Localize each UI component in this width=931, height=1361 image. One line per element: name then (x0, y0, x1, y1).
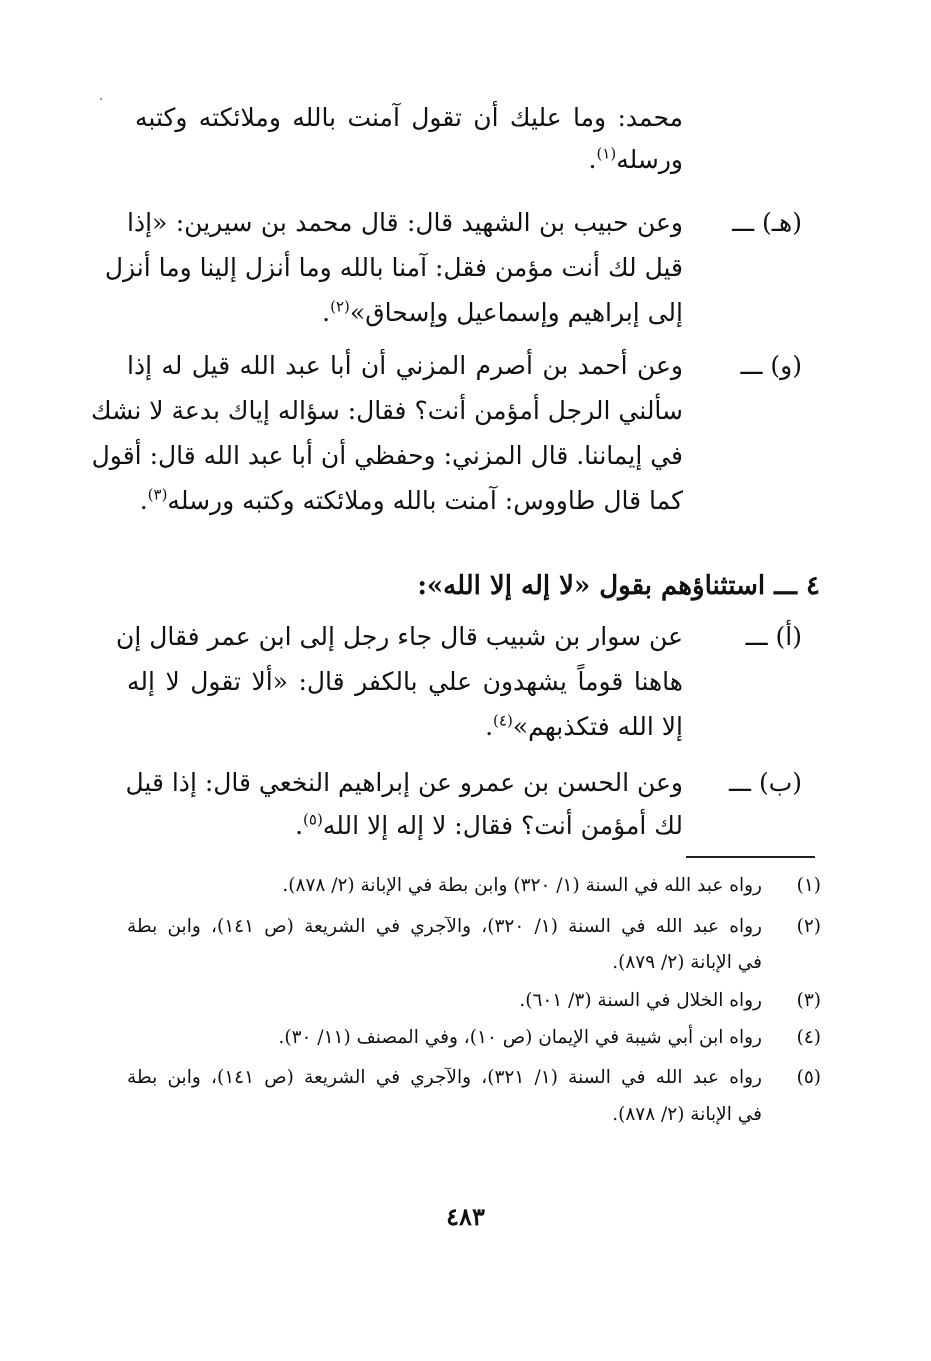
footnote-text: رواه عبد الله في السنة (١/ ٣٢٠)، والآجري في الشريعة (ص ١٤١)، وابن بطة (127, 916, 762, 937)
text-line: إلى إبراهيم وإسماعيل وإسحاق»$^{(٢)}$. (322, 297, 683, 327)
footnote-ref[interactable]: (٣) (147, 485, 168, 504)
footnote-ref[interactable]: (٤) (493, 711, 513, 730)
footnote-number: (٢) (796, 916, 821, 937)
footnote-text: رواه الخلال في السنة (٣/ ٦٠١). (519, 990, 762, 1011)
item-label: (و) ـــ (740, 351, 802, 380)
text-line: في إيماننا. قال المزني: وحفظي أن أبا عبد الله قال: أقول (91, 441, 683, 470)
footnote-ref[interactable]: (٥) (303, 810, 323, 829)
item-label: (ب) ـــ (729, 768, 802, 797)
text-line: وعن أحمد بن أصرم المزني أن أبا عبد الله قيل له إذا (127, 351, 683, 380)
text-line: قيل لك أنت مؤمن فقل: آمنا بالله وما أنزل إلينا وما أنزل (104, 253, 683, 282)
footnote-number: (٣) (796, 990, 821, 1011)
text-line: عن سوار بن شبيب قال جاء رجل إلى ابن عمر فقال إن (115, 622, 683, 651)
footnote-ref[interactable]: (٢) (330, 297, 350, 316)
scan-speck (100, 98, 102, 100)
text-line: هاهنا قوماً يشهدون علي بالكفر قال: «ألا تقول لا إله (127, 667, 683, 696)
text-line: ورسله$^{(١)}$. (588, 144, 683, 174)
footnote-text: رواه عبد الله في السنة (١/ ٣٢١)، والآجري في الشريعة (ص ١٤١)، وابن بطة (127, 1067, 762, 1088)
footnote-number: (٤) (796, 1027, 821, 1048)
item-label: (هـ) ـــ (732, 208, 802, 237)
text-line: سألني الرجل أمؤمن أنت؟ فقال: سؤاله إياك بدعة لا نشك (91, 396, 683, 425)
footnote-text: رواه عبد الله في السنة (١/ ٣٢٠) وابن بطة في الإبانة (٢/ ٨٧٨). (282, 875, 762, 896)
footnote-ref[interactable]: (١) (596, 144, 617, 163)
text-line: لك أمؤمن أنت؟ فقال: لا إله إلا الله$^{(٥)}$. (295, 810, 683, 840)
item-label: (أ) ـــ (745, 622, 802, 651)
footnote-separator (686, 856, 815, 858)
text-line: وعن الحسن بن عمرو عن إبراهيم النخعي قال: إذا قيل (125, 768, 683, 797)
text-line: كما قال طاووس: آمنت بالله وملائكته وكتبه ورسله$^{(٣)}$. (139, 485, 683, 515)
text-line: وعن حبيب بن الشهيد قال: قال محمد بن سيرين: «إذا (127, 208, 683, 237)
footnote-text: في الإبانة (٢/ ٨٧٩). (612, 952, 762, 973)
footnote-text: في الإبانة (٢/ ٨٧٨). (612, 1104, 762, 1125)
footnote-number: (١) (796, 875, 821, 896)
section-heading: ٤ ـــ استثناؤهم بقول «لا إله إلا الله»: (417, 571, 820, 601)
page-number: ٤٨٣ (446, 1202, 485, 1231)
text-line: محمد: وما عليك أن تقول آمنت بالله وملائكته وكتبه (135, 103, 683, 132)
text-line: إلا الله فتكذبهم»$^{(٤)}$. (485, 711, 683, 741)
footnote-number: (٥) (796, 1067, 821, 1088)
footnote-text: رواه ابن أبي شيبة في الإيمان (ص ١٠)، وفي المصنف (١١/ ٣٠). (278, 1027, 762, 1048)
